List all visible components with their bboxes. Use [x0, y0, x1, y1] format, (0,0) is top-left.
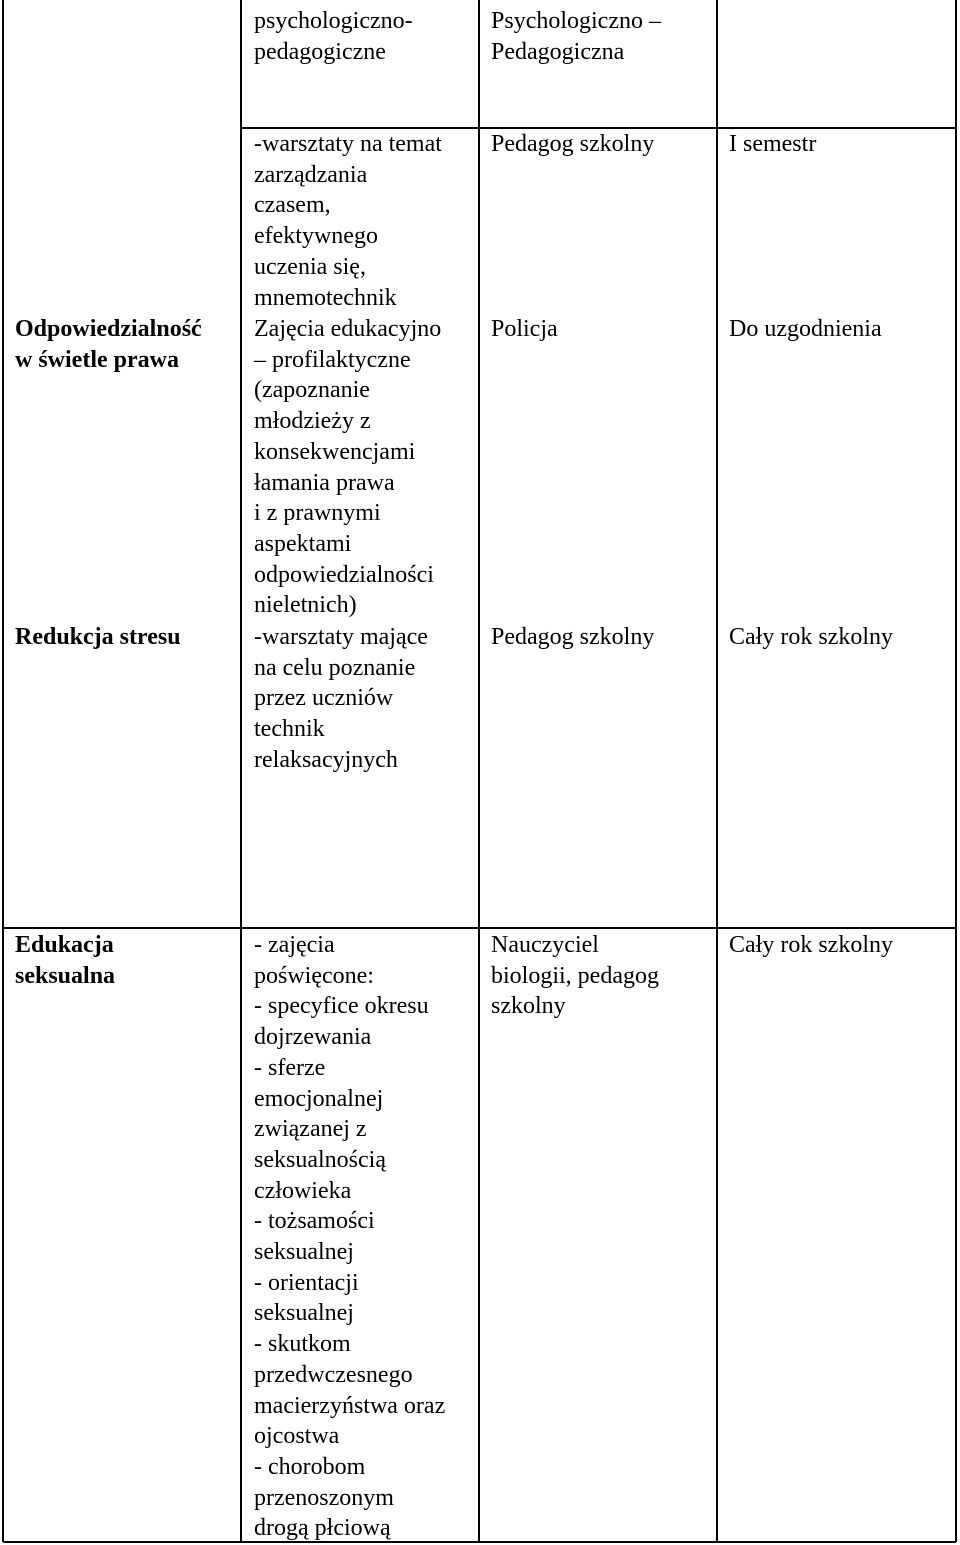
- table-row-4-responsible: Nauczyciel biologii, pedagog szkolny: [491, 932, 659, 1020]
- table-row-2-topic: Odpowiedzialność w świetle prawa: [15, 316, 202, 373]
- table-row-3-topic: Redukcja stresu: [15, 624, 181, 650]
- table-row-0-responsible: Psychologiczno – Pedagogiczna: [491, 8, 661, 65]
- table-row-4-topic: Edukacja seksualna: [15, 932, 116, 989]
- table-row-1-term: I semestr: [729, 131, 817, 157]
- table-row-2-activity: Zajęcia edukacyjno – profilaktyczne (zapoznanie młodzieży z konsekwencjami łamania prawa i z prawnymi aspektami odpowiedzialności nieletnich): [254, 316, 442, 619]
- table-row-0-activity: psychologiczno- pedagogiczne: [254, 8, 413, 65]
- table-row-3-responsible: Pedagog szkolny: [491, 624, 655, 650]
- table-row-1-activity: -warsztaty na temat zarządzania czasem, efektywnego uczenia się, mnemotechnik: [254, 131, 442, 311]
- table-row-4-term: Cały rok szkolny: [729, 932, 893, 958]
- table-row-4-activity: - zajęcia poświęcone: - specyfice okresu dojrzewania - sferze emocjonalnej związanej z seksualnością człowieka - tożsamości seksualnej - orientacji seksualnej - skutkom przedwczesnego macierzyństwa oraz ojcostwa - chorobom przenoszonym drogą płciową: [254, 932, 446, 1542]
- table-row-2-responsible: Policja: [491, 316, 558, 342]
- table-row-3-term: Cały rok szkolny: [729, 624, 893, 650]
- table-row-3-activity: -warsztaty mające na celu poznanie przez uczniów technik relaksacyjnych: [254, 624, 428, 773]
- table-row-1-responsible: Pedagog szkolny: [491, 131, 655, 157]
- table-row-2-term: Do uzgodnienia: [729, 316, 882, 342]
